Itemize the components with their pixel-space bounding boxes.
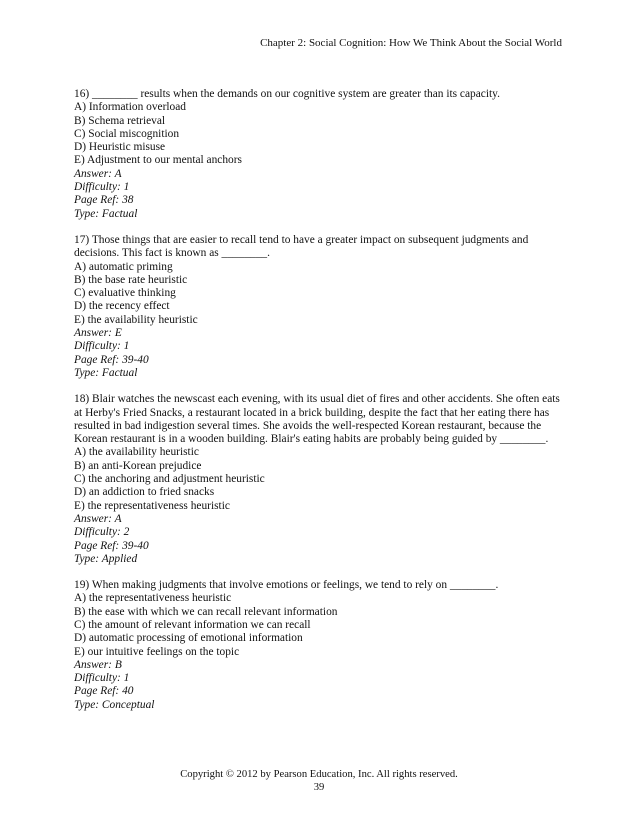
option-a: A) the representativeness heuristic [74, 592, 232, 605]
difficulty-line: Difficulty: 1 [74, 181, 130, 194]
answer-line: Answer: A [74, 167, 122, 180]
question-16 [74, 88, 564, 221]
option-c: C) the anchoring and adjustment heuristic [74, 473, 265, 486]
option-b: B) the ease with which we can recall relevant information [74, 605, 338, 618]
option-b: B) an anti-Korean prejudice [74, 459, 202, 472]
option-c: C) Social miscognition [74, 127, 180, 140]
option-d: D) the recency effect [74, 300, 170, 313]
question-18 [74, 393, 564, 566]
page-ref-line: Page Ref: 38 [74, 194, 134, 207]
option-a: A) automatic priming [74, 260, 173, 273]
question-list [74, 88, 564, 725]
option-d: D) automatic processing of emotional information [74, 632, 303, 645]
option-a: A) Information overload [74, 101, 186, 114]
option-c: C) evaluative thinking [74, 287, 176, 300]
option-a: A) the availability heuristic [74, 446, 199, 459]
question-stem: 16) ________ results when the demands on our cognitive system are greater than its capacity. [74, 88, 500, 100]
page-ref-line: Page Ref: 39-40 [74, 539, 149, 552]
difficulty-line: Difficulty: 1 [74, 672, 130, 685]
answer-line: Answer: E [74, 327, 122, 340]
question-17 [74, 234, 564, 380]
option-b: B) Schema retrieval [74, 114, 166, 127]
type-line: Type: Factual [74, 207, 138, 220]
option-e: E) Adjustment to our mental anchors [74, 154, 242, 167]
option-d: D) an addiction to fried snacks [74, 486, 215, 499]
copyright-notice: Copyright © 2012 by Pearson Education, Inc. All rights reserved. [180, 769, 458, 780]
page-ref-line: Page Ref: 40 [74, 685, 134, 698]
page-ref-line: Page Ref: 39-40 [74, 353, 149, 366]
option-e: E) the representativeness heuristic [74, 499, 230, 512]
question-stem: 17) Those things that are easier to recall tend to have a greater impact on subsequent judgments and decisions. This fact is known as ________. [74, 233, 529, 260]
question-stem: 19) When making judgments that involve emotions or feelings, we tend to rely on ________. [74, 579, 499, 592]
difficulty-line: Difficulty: 2 [74, 526, 130, 539]
page-number: 39 [313, 782, 325, 793]
option-b: B) the base rate heuristic [74, 273, 188, 286]
option-c: C) the amount of relevant information we can recall [74, 618, 311, 631]
answer-line: Answer: A [74, 512, 122, 525]
type-line: Type: Conceptual [74, 698, 155, 711]
option-e: E) the availability heuristic [74, 313, 198, 326]
answer-line: Answer: B [74, 658, 122, 671]
page-footer [0, 768, 638, 794]
type-line: Type: Applied [74, 552, 138, 565]
question-19 [74, 579, 564, 712]
option-d: D) Heuristic misuse [74, 141, 166, 154]
running-header: Chapter 2: Social Cognition: How We Think About the Social World [260, 37, 562, 49]
type-line: Type: Factual [74, 366, 138, 379]
difficulty-line: Difficulty: 1 [74, 340, 130, 353]
question-stem: 18) Blair watches the newscast each evening, with its usual diet of fires and other accidents. She often eats at Herby's Fried Snacks, a restaurant located in a brick building, despite the fact that her eating there has resulted in bad indigestion several times. She avoids the well-respected Korean restaurant, because the Korean restaurant is in a wooden building. Blair's eating habits are probably being guided by ________. [74, 393, 560, 446]
option-e: E) our intuitive feelings on the topic [74, 645, 240, 658]
